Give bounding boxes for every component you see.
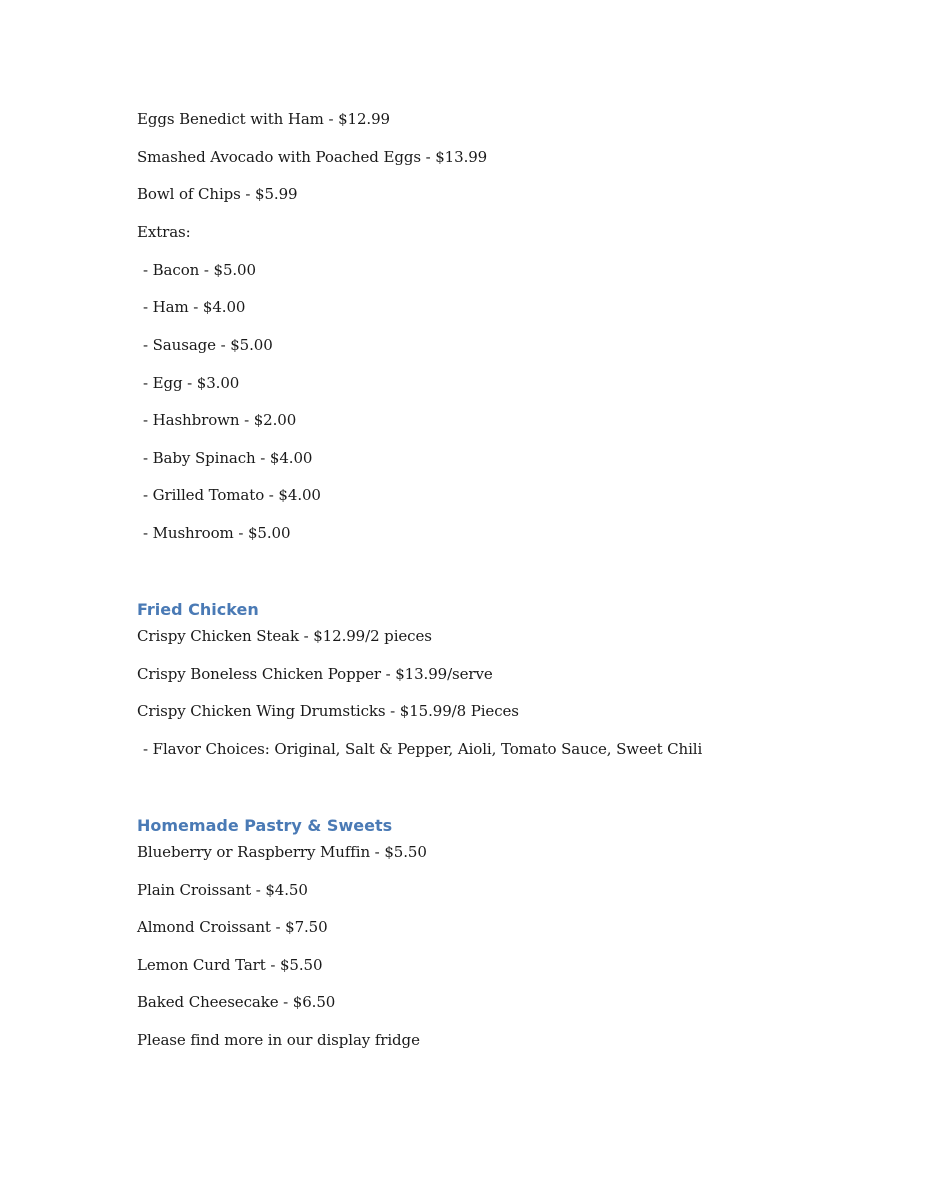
menu-item: Crispy Boneless Chicken Popper - $13.99/serve: [137, 665, 493, 683]
display-fridge-note: Please find more in our display fridge: [137, 1031, 420, 1049]
menu-item: Baked Cheesecake - $6.50: [137, 993, 336, 1011]
section-heading-fried-chicken: Fried Chicken: [137, 600, 259, 619]
menu-item: Crispy Chicken Wing Drumsticks - $15.99/8 Pieces: [137, 702, 519, 720]
extras-item: - Sausage - $5.00: [143, 336, 273, 354]
extras-item: - Ham - $4.00: [143, 298, 246, 316]
section-heading-pastry: Homemade Pastry & Sweets: [137, 816, 393, 835]
extras-item: - Hashbrown - $2.00: [143, 411, 297, 429]
menu-item: Bowl of Chips - $5.99: [137, 185, 298, 203]
menu-item: Lemon Curd Tart - $5.50: [137, 956, 323, 974]
extras-item: - Mushroom - $5.00: [143, 524, 291, 542]
flavor-choices: - Flavor Choices: Original, Salt & Pepper, Aioli, Tomato Sauce, Sweet Chili: [143, 740, 703, 758]
extras-item: - Grilled Tomato - $4.00: [143, 486, 321, 504]
menu-item: Crispy Chicken Steak - $12.99/2 pieces: [137, 627, 432, 645]
menu-item: Eggs Benedict with Ham - $12.99: [137, 110, 390, 128]
menu-item: Smashed Avocado with Poached Eggs - $13.99: [137, 148, 488, 166]
extras-label: Extras:: [137, 223, 191, 241]
menu-item: Almond Croissant - $7.50: [137, 918, 328, 936]
menu-item: Blueberry or Raspberry Muffin - $5.50: [137, 843, 427, 861]
menu-item: Plain Croissant - $4.50: [137, 881, 308, 899]
extras-item: - Baby Spinach - $4.00: [143, 449, 313, 467]
extras-item: - Egg - $3.00: [143, 374, 240, 392]
extras-item: - Bacon - $5.00: [143, 261, 256, 279]
